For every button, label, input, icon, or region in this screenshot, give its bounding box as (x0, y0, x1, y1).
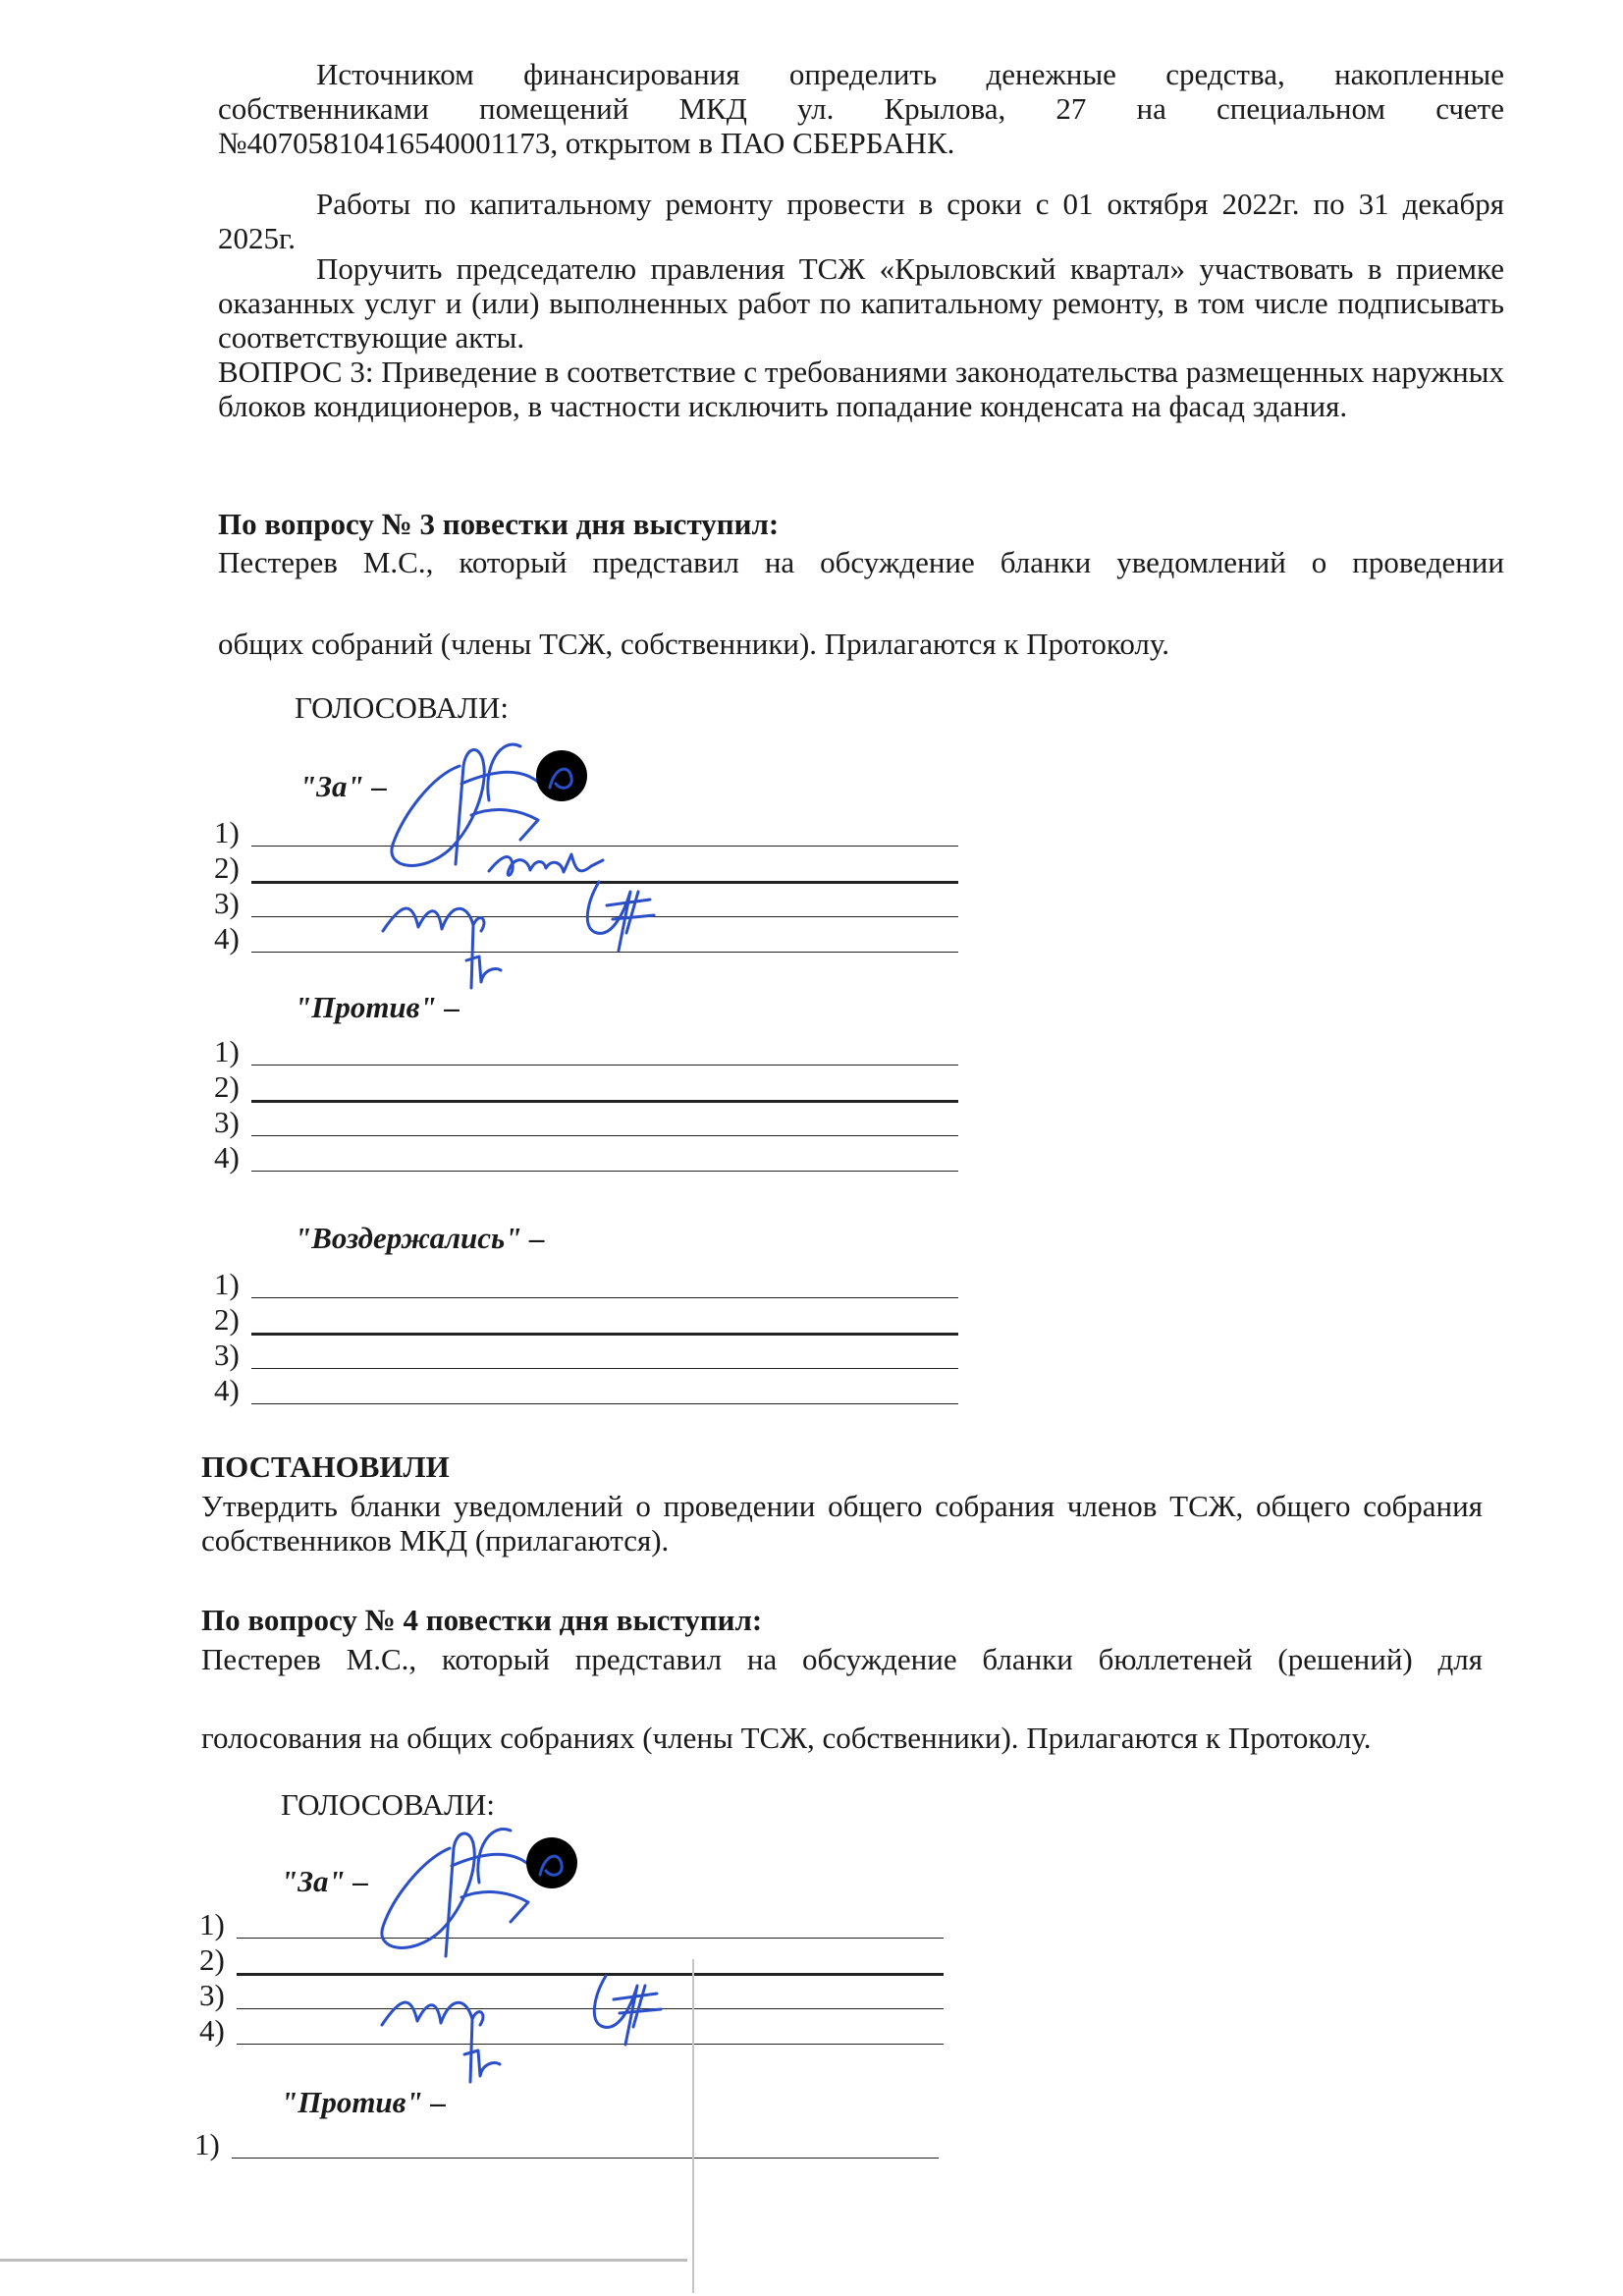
q4-voted-label: ГОЛОСОВАЛИ: (281, 1787, 495, 1822)
paragraph-chairman: Поручить председателю правления ТСЖ «Крыловский квартал» участвовать в приемке оказанных услуг и (или) выполненных работ по капитальному ремонту, в том числе подписывать соответствующие акты. (218, 251, 1504, 355)
q4-for-label: "За" – (281, 1864, 368, 1898)
q3-speech-line-2: общих собраний (члены ТСЖ, собственники). Прилагаются к Протоколу. (218, 627, 1170, 661)
q3-resolution: Утвердить бланки уведомлений о проведении общего собрания членов ТСЖ, общего собрания собственников МКД (прилагаются). (201, 1489, 1483, 1558)
signature-1-q4 (363, 1819, 599, 1976)
q3-abstained-label: "Воздержались" – (295, 1221, 545, 1255)
q3-heading: По вопросу № 3 повестки дня выступил: (218, 507, 780, 541)
scan-fold-line (692, 1959, 694, 2293)
q4-against-label: "Против" – (281, 2085, 446, 2119)
paragraph-question-3: ВОПРОС 3: Приведение в соответствие с требованиями законодательства размещенных наружных блоков кондиционеров, в частности исключить попадание конденсата на фасад здания. (218, 355, 1504, 423)
q4-heading: По вопросу № 4 повестки дня выступил: (201, 1603, 763, 1637)
signature-3-q3 (373, 872, 687, 1000)
scan-bottom-edge (0, 2259, 687, 2262)
paragraph-deadlines: Работы по капитальному ремонту провести в сроки с 01 октября 2022г. по 31 декабря 2025г. (218, 187, 1504, 255)
q3-for-label: "За" – (299, 769, 387, 803)
q3-voted-label: ГОЛОСОВАЛИ: (295, 690, 509, 725)
q3-resolved-heading: ПОСТАНОВИЛИ (201, 1449, 450, 1484)
signature-2-q4 (368, 1964, 692, 2097)
q4-speech-line-2: голосования на общих собраниях (члены ТСЖ, собственники). Прилагаются к Протоколу. (201, 1721, 1372, 1755)
q4-speech-line-1: Пестерев М.С., который представил на обсуждение бланки бюллетеней (решений) для (201, 1642, 1483, 1676)
paragraph-funding: Источником финансирования определить денежные средства, накопленные собственниками помещений МКД ул. Крылова, 27 на специальном счете №40705810416540001173, открытом в ПАО СБЕРБАНК. (218, 57, 1504, 160)
document-page: Источником финансирования определить денежные средства, накопленные собственниками помещений МКД ул. Крылова, 27 на специальном счете №40705810416540001173, открытом в ПАО СБЕРБАНК. Работы по капитальному ремонту провести в сроки с 01 октября 2022г. по 31 декабря 2025г. Поручить председателю правления ТСЖ «Крыловский квартал» участвовать в приемке оказанных услуг и (или) выполненных работ по капитальному ремонту, в том числе подписывать соответствующие акты. ВОПРОС 3: Приведение в соответствие с требованиями законодательства размещенных наружных блоков кондиционеров, в частности исключить попадание конденсата на фасад здания. По вопросу № 3 повестки дня выступил: Пестерев М.С., который представил на обсуждение бланки уведомлений о проведении общих собраний (члены ТСЖ, собственники). Прилагаются к Протоколу. ГОЛОСОВАЛИ: "За" – 1) 2) 3) 4) "Против" – 1) 2) 3) 4) "Воздержались" – 1) 2) 3) 4) ПОСТАНОВИЛИ Утвердить бланки уведомлений о проведении общего собрания членов ТСЖ, общего собрания собственников МКД (прилагаются). По вопросу № 4 повестки дня выступил: Пестерев М.С., который представил на обсуждение бланки бюллетеней (решений) для голосования на общих собраниях (члены ТСЖ, собственники). Прилагаются к Протоколу. ГОЛОСОВАЛИ: "За" – 1) 2) 3) 4) "Против" – 1) (0, 0, 1623, 2296)
q3-speech-line-1: Пестерев М.С., который представил на обсуждение бланки уведомлений о проведении (218, 545, 1504, 579)
q3-against-label: "Против" – (295, 990, 460, 1024)
